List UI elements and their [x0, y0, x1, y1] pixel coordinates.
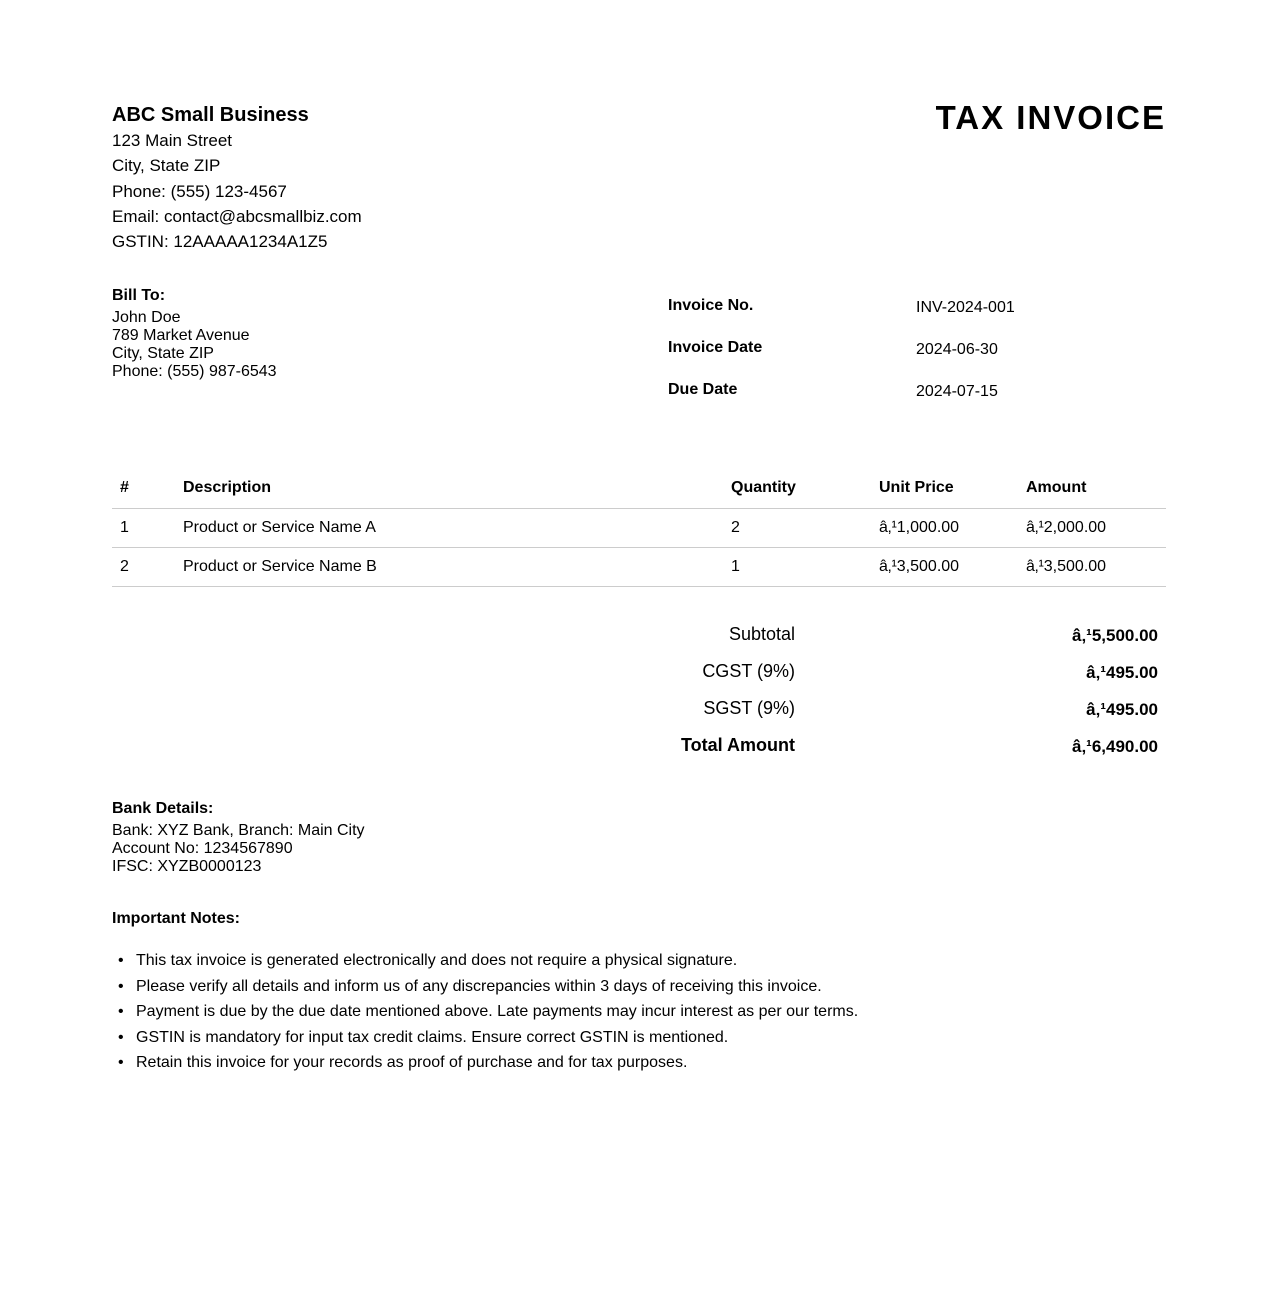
notes-heading: Important Notes: [112, 910, 240, 927]
note-text: This tax invoice is generated electronically and does not require a physical signature. [136, 952, 738, 969]
customer-address-line2: City, State ZIP [112, 345, 214, 362]
total-amount-value: â‚¹6,490.00 [1071, 737, 1158, 756]
list-item [112, 1050, 1166, 1076]
list-item [112, 974, 1166, 1000]
bank-details [112, 800, 365, 876]
item-unit-price: â‚¹1,000.00 [871, 508, 1018, 547]
bullet-icon: • [118, 977, 124, 995]
bullet-icon: • [118, 1054, 124, 1072]
company-name: ABC Small Business [112, 104, 309, 126]
company-email: Email: contact@abcsmallbiz.com [112, 206, 362, 226]
total-amount-row [112, 732, 1166, 769]
sgst-row [112, 695, 1166, 732]
item-quantity: 2 [723, 508, 871, 547]
bank-account-number: Account No: 1234567890 [112, 840, 293, 857]
customer-address-line1: 789 Market Avenue [112, 327, 250, 344]
customer-name: John Doe [112, 309, 181, 326]
bank-branch: Bank: XYZ Bank, Branch: Main City [112, 822, 365, 839]
notes-list [112, 948, 1166, 1076]
column-header-quantity: Quantity [723, 469, 871, 508]
document-title: TAX INVOICE [935, 99, 1166, 136]
bank-ifsc: IFSC: XYZB0000123 [112, 858, 262, 875]
item-amount: â‚¹2,000.00 [1018, 508, 1166, 547]
column-header-number: # [112, 469, 175, 508]
bill-to-heading: Bill To: [112, 287, 166, 304]
note-text: Payment is due by the due date mentioned above. Late payments may incur interest as per our terms. [136, 1003, 859, 1021]
note-text: Please verify all details and inform us of any discrepancies within 3 days of receiving this invoice. [136, 977, 822, 995]
item-amount: â‚¹3,500.00 [1018, 547, 1166, 586]
list-item [112, 999, 1166, 1025]
list-item [112, 1025, 1166, 1051]
list-item [112, 948, 1166, 974]
total-amount-label: Total Amount [681, 735, 795, 755]
item-unit-price: â‚¹3,500.00 [871, 547, 1018, 586]
table-row [112, 547, 1166, 586]
bullet-icon: • [118, 1028, 124, 1046]
bullet-icon: • [118, 952, 124, 969]
meta-label: Invoice Date [668, 339, 763, 356]
totals-section [112, 621, 1166, 769]
table-row [112, 508, 1166, 547]
cgst-value: â‚¹495.00 [1086, 663, 1158, 682]
meta-label: Due Date [668, 381, 738, 398]
item-description: Product or Service Name A [175, 508, 723, 547]
company-gstin: GSTIN: 12AAAAA1234A1Z5 [112, 232, 328, 252]
sgst-value: â‚¹495.00 [1086, 700, 1158, 719]
subtotal-value: â‚¹5,500.00 [1071, 626, 1158, 645]
company-address-line1: 123 Main Street [112, 131, 233, 150]
meta-row-invoice-date [668, 339, 1166, 381]
cgst-row [112, 658, 1166, 695]
company-address-line2: City, State ZIP [112, 156, 221, 176]
meta-row-due-date [668, 381, 1166, 423]
company-details [112, 102, 362, 254]
table-header-row [112, 469, 1166, 508]
customer-phone: Phone: (555) 987-6543 [112, 363, 277, 380]
subtotal-label: Subtotal [728, 624, 795, 644]
item-quantity: 1 [723, 547, 871, 586]
item-number: 1 [112, 508, 175, 547]
invoice-meta [668, 297, 1166, 423]
note-text: GSTIN is mandatory for input tax credit claims. Ensure correct GSTIN is mentioned. [136, 1028, 729, 1046]
bank-details-heading: Bank Details: [112, 800, 214, 817]
company-phone: Phone: (555) 123-4567 [112, 181, 287, 201]
subtotal-row [112, 621, 1166, 658]
column-header-description: Description [175, 469, 723, 508]
meta-label: Invoice No. [668, 297, 754, 314]
cgst-label: CGST (9%) [702, 661, 795, 681]
bill-to-section [112, 287, 277, 381]
sgst-label: SGST (9%) [703, 698, 795, 718]
invoice-number: INV-2024-001 [916, 299, 1015, 316]
line-items-table [112, 469, 1166, 587]
important-notes [112, 910, 1166, 1076]
meta-row-invoice-no [668, 297, 1166, 339]
item-number: 2 [112, 547, 175, 586]
due-date: 2024-07-15 [916, 383, 998, 400]
column-header-amount: Amount [1018, 469, 1166, 508]
bullet-icon: • [118, 1003, 124, 1021]
column-header-unit-price: Unit Price [871, 469, 1018, 508]
item-description: Product or Service Name B [175, 547, 723, 586]
note-text: Retain this invoice for your records as proof of purchase and for tax purposes. [136, 1054, 688, 1072]
invoice-date: 2024-06-30 [916, 341, 998, 358]
